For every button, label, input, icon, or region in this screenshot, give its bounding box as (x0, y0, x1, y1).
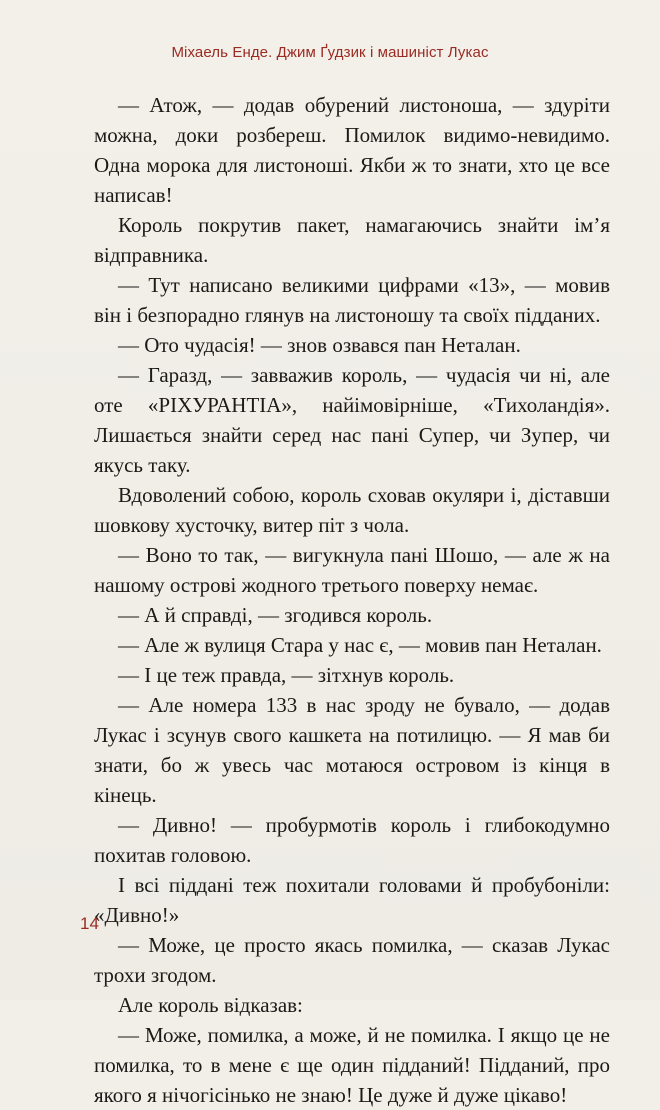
paragraph: Але король відказав: (118, 993, 303, 1017)
paragraph: — А й справді, — згодився король. (118, 603, 433, 627)
paragraph: — Воно то так, — вигукнула пані Шошо, — але ж на нашому острові жодного третього поверху немає. (94, 543, 610, 597)
paragraph: — Ото чудасія! — знов озвався пан Неталан. (118, 333, 521, 357)
paragraph: — Атож, — додав обурений листоноша, — здуріти можна, доки розбереш. Помилок видимо-невидимо. Одна морока для листоноші. Якби ж то знати, хто це все написав! (94, 93, 610, 207)
paragraph: — І це теж правда, — зітхнув король. (118, 663, 455, 687)
paragraph: — Гаразд, — завважив король, — чудасія чи ні, але оте «РІХУРАНТІА», найімовірніше, «Тихоландія». Лишається знайти серед нас пані Супер, чи Зупер, чи якусь таку. (94, 363, 610, 477)
paragraph: — Але номера 133 в нас зроду не бувало, — додав Лукас і зсунув свого кашкета на потилицю. — Я мав би знати, бо ж увесь час мотаюся островом із кінця в кінець. (94, 693, 610, 807)
running-header: Міхаель Енде. Джим Ґудзик і машиніст Лукас (171, 44, 489, 61)
paragraph: І всі піддані теж похитали головами й пробубоніли: «Дивно!» (94, 873, 610, 927)
paragraph: — Дивно! — пробурмотів король і глибокодумно похитав головою. (94, 813, 610, 867)
paragraph: Король покрутив пакет, намагаючись знайти ім’я відправника. (94, 213, 610, 267)
paragraph: Вдоволений собою, король сховав окуляри і, діставши шовкову хусточку, витер піт з чола. (94, 483, 610, 537)
paragraph: — Може, помилка, а може, й не помилка. І якщо це не помилка, то в мене є ще один підданий! Підданий, про якого я нічогісінько не знаю! Це дуже й дуже цікаво! (94, 1023, 610, 1107)
body-text (94, 90, 610, 1110)
paragraph: — Може, це просто якась помилка, — сказав Лукас трохи згодом. (94, 933, 610, 987)
paragraph: — Але ж вулиця Стара у нас є, — мовив пан Неталан. (118, 633, 602, 657)
page-number: 14 (80, 914, 99, 933)
paragraph: — Тут написано великими цифрами «13», — мовив він і безпорадно глянув на листоношу та своїх підданих. (94, 273, 610, 327)
